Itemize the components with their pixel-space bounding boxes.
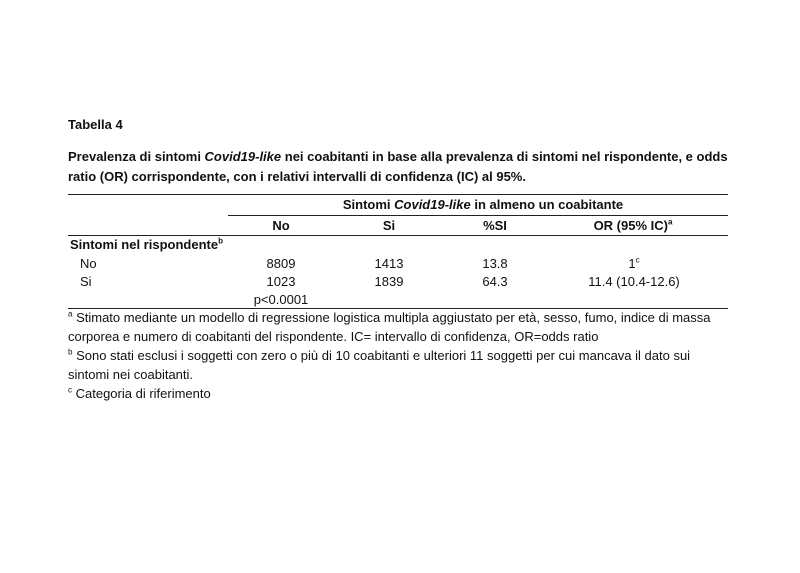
footnote-b: $^b$ Sono stati esclusi i soggetti con zero o più di 10 coabitanti e ulteriori 11 soggetti per cui mancava il dato sui sintomi nei coabitanti.	[68, 347, 691, 382]
table-caption	[68, 147, 728, 187]
caption-text: Prevalenza di sintomi	[68, 149, 205, 164]
caption-italic: Covid19-like	[204, 149, 282, 164]
group-header: Sintomi Covid19-like in almeno un coabitante	[342, 197, 624, 212]
cell-no: 8809	[266, 256, 296, 271]
footnote-c: $^c$ Categoria di riferimento	[68, 385, 211, 401]
column-header-si: Si	[382, 218, 396, 233]
column-header-no: No	[272, 218, 290, 233]
column-header-pct: %SI	[483, 218, 507, 233]
row-label: No	[80, 256, 97, 271]
p-value: p<0.0001	[253, 292, 309, 307]
table-top-rule	[68, 194, 728, 195]
cell-or: 11.4 (10.4-12.6)	[588, 274, 680, 289]
group-header-rule	[228, 215, 728, 216]
cell-pct: 13.8	[482, 256, 508, 271]
table-footnotes	[68, 308, 728, 403]
row-label: Si	[80, 274, 92, 289]
footnote-a: $^a$ Stimato mediante un modello di regressione logistica multipla aggiustato per età, sesso, fumo, indice di massa corporea e numero di coabitanti del rispondente. IC= intervallo di confidenza, OR=odds ratio	[68, 309, 711, 344]
cell-no: 1023	[266, 274, 296, 289]
cell-si: 1413	[374, 256, 404, 271]
caption-text-continued: nei coabitanti in base alla prevalenza di sintomi nel rispondente, e odds ratio (OR) corrispondente, con i relativi intervalli di confidenza (IC) al 95%.	[68, 149, 728, 184]
cell-or: 1$^c$	[628, 255, 640, 271]
row-group-label: Sintomi nel rispondente$^b$	[70, 236, 223, 252]
cell-si: 1839	[374, 274, 404, 289]
column-header-or: OR (95% IC)$^a$	[593, 217, 673, 233]
table-label: Tabella 4	[68, 117, 123, 132]
cell-pct: 64.3	[482, 274, 508, 289]
column-header-rule	[68, 235, 728, 236]
